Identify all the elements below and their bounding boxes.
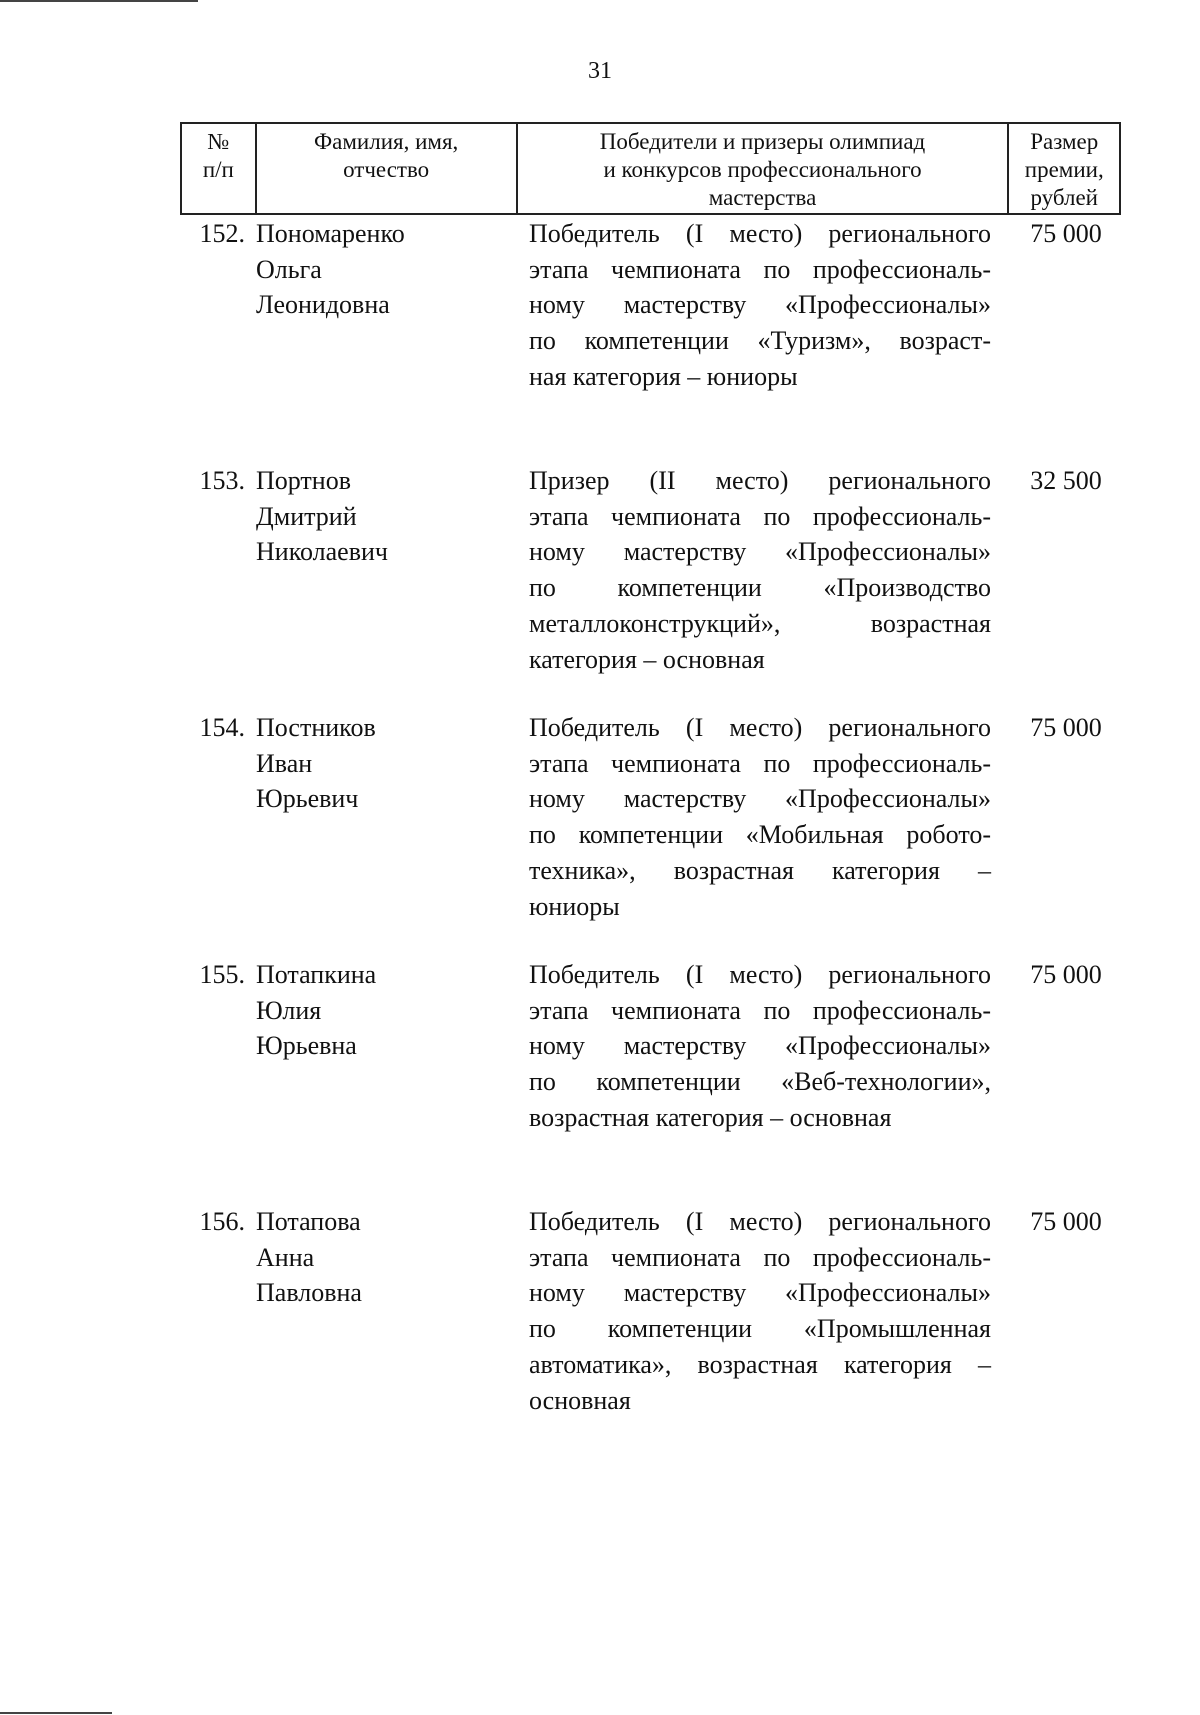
header-text: Фамилия, имя, <box>313 129 459 154</box>
header-text: № <box>207 129 230 154</box>
desc-line: Победитель (I место) регионального <box>529 1207 991 1236</box>
desc-line: ному мастерству «Профессионалы» <box>529 1031 991 1061</box>
desc-line: этапа чемпионата по профессиональ- <box>529 254 991 284</box>
desc-line: ному мастерству «Профессионалы» <box>529 290 991 320</box>
desc-line: ному мастерству «Профессионалы» <box>529 784 991 814</box>
desc-line: категория – основная <box>529 644 765 674</box>
name-line: Юрьевна <box>256 1031 357 1061</box>
row-amount: 75 000 <box>1030 960 1102 989</box>
desc-line: металлоконструкций», возрастная <box>529 608 991 638</box>
desc-line: Победитель (I место) регионального <box>529 713 991 742</box>
table-row <box>180 1204 1121 1418</box>
desc-line: юниоры <box>529 891 620 921</box>
header-text: премии, <box>1024 157 1104 182</box>
desc-line: Победитель (I место) регионального <box>529 219 991 248</box>
row-description <box>515 216 1009 395</box>
row-name <box>253 1204 515 1418</box>
desc-line: по компетенции «Мобильная робото- <box>529 820 991 850</box>
row-number: 152. <box>199 219 245 248</box>
name-line: Юлия <box>256 995 322 1025</box>
desc-line: техника», возрастная категория – <box>529 855 991 885</box>
header-description <box>516 124 1008 213</box>
name-line: Ольга <box>256 254 322 284</box>
desc-line: этапа чемпионата по профессиональ- <box>529 1242 991 1272</box>
name-line: Павловна <box>256 1278 362 1308</box>
row-amount: 75 000 <box>1030 713 1102 742</box>
header-text: и конкурсов профессионального <box>603 157 922 182</box>
desc-line: этапа чемпионата по профессиональ- <box>529 995 991 1025</box>
row-description <box>515 1204 1009 1418</box>
row-name <box>253 710 515 924</box>
row-number: 153. <box>199 466 245 495</box>
header-text: рублей <box>1030 185 1098 210</box>
row-description <box>515 957 1009 1136</box>
row-description <box>515 463 1009 677</box>
row-amount: 75 000 <box>1030 1207 1102 1236</box>
header-text: мастерства <box>708 185 817 210</box>
desc-line: ному мастерству «Профессионалы» <box>529 1278 991 1308</box>
table-row <box>180 463 1121 677</box>
name-line: Дмитрий <box>256 501 357 531</box>
row-name <box>253 463 515 677</box>
header-text: п/п <box>202 157 234 182</box>
header-text: отчество <box>343 157 430 182</box>
name-line: Портнов <box>256 466 351 495</box>
name-line: Анна <box>256 1242 315 1272</box>
name-line: Потапова <box>256 1207 361 1236</box>
row-name <box>253 216 515 395</box>
row-description <box>515 710 1009 924</box>
desc-line: по компетенции «Веб-технологии», <box>529 1067 991 1097</box>
name-line: Юрьевич <box>256 784 359 814</box>
top-rule <box>0 0 198 2</box>
table-row <box>180 957 1121 1136</box>
table-row <box>180 710 1121 924</box>
desc-line: возрастная категория – основная <box>529 1102 892 1132</box>
header-amount <box>1007 124 1119 213</box>
row-number: 155. <box>199 960 245 989</box>
desc-line: по компетенции «Промышленная <box>529 1314 991 1344</box>
desc-line: Призер (II место) регионального <box>529 466 991 495</box>
name-line: Постников <box>256 713 376 742</box>
desc-line: по компетенции «Производство <box>529 573 991 603</box>
row-amount: 32 500 <box>1030 466 1102 495</box>
row-number: 156. <box>199 1207 245 1236</box>
row-name <box>253 957 515 1136</box>
desc-line: ному мастерству «Профессионалы» <box>529 537 991 567</box>
desc-line: автоматика», возрастная категория – <box>529 1349 991 1379</box>
name-line: Иван <box>256 748 313 778</box>
table-header <box>180 122 1121 215</box>
name-line: Николаевич <box>256 537 388 567</box>
header-name <box>255 124 516 213</box>
desc-line: этапа чемпионата по профессиональ- <box>529 748 991 778</box>
row-number: 154. <box>199 713 245 742</box>
desc-line: Победитель (I место) регионального <box>529 960 991 989</box>
table-row <box>180 216 1121 395</box>
header-text: Победители и призеры олимпиад <box>599 129 926 154</box>
desc-line: основная <box>529 1385 631 1415</box>
bottom-rule <box>0 1712 112 1714</box>
name-line: Леонидовна <box>256 290 390 320</box>
name-line: Потапкина <box>256 960 377 989</box>
header-text: Размер <box>1030 129 1099 154</box>
desc-line: ная категория – юниоры <box>529 361 798 391</box>
desc-line: этапа чемпионата по профессиональ- <box>529 501 991 531</box>
name-line: Пономаренко <box>256 219 405 248</box>
desc-line: по компетенции «Туризм», возраст- <box>529 326 991 356</box>
row-amount: 75 000 <box>1030 219 1102 248</box>
page-number: 31 <box>588 58 612 84</box>
header-number <box>182 124 255 213</box>
